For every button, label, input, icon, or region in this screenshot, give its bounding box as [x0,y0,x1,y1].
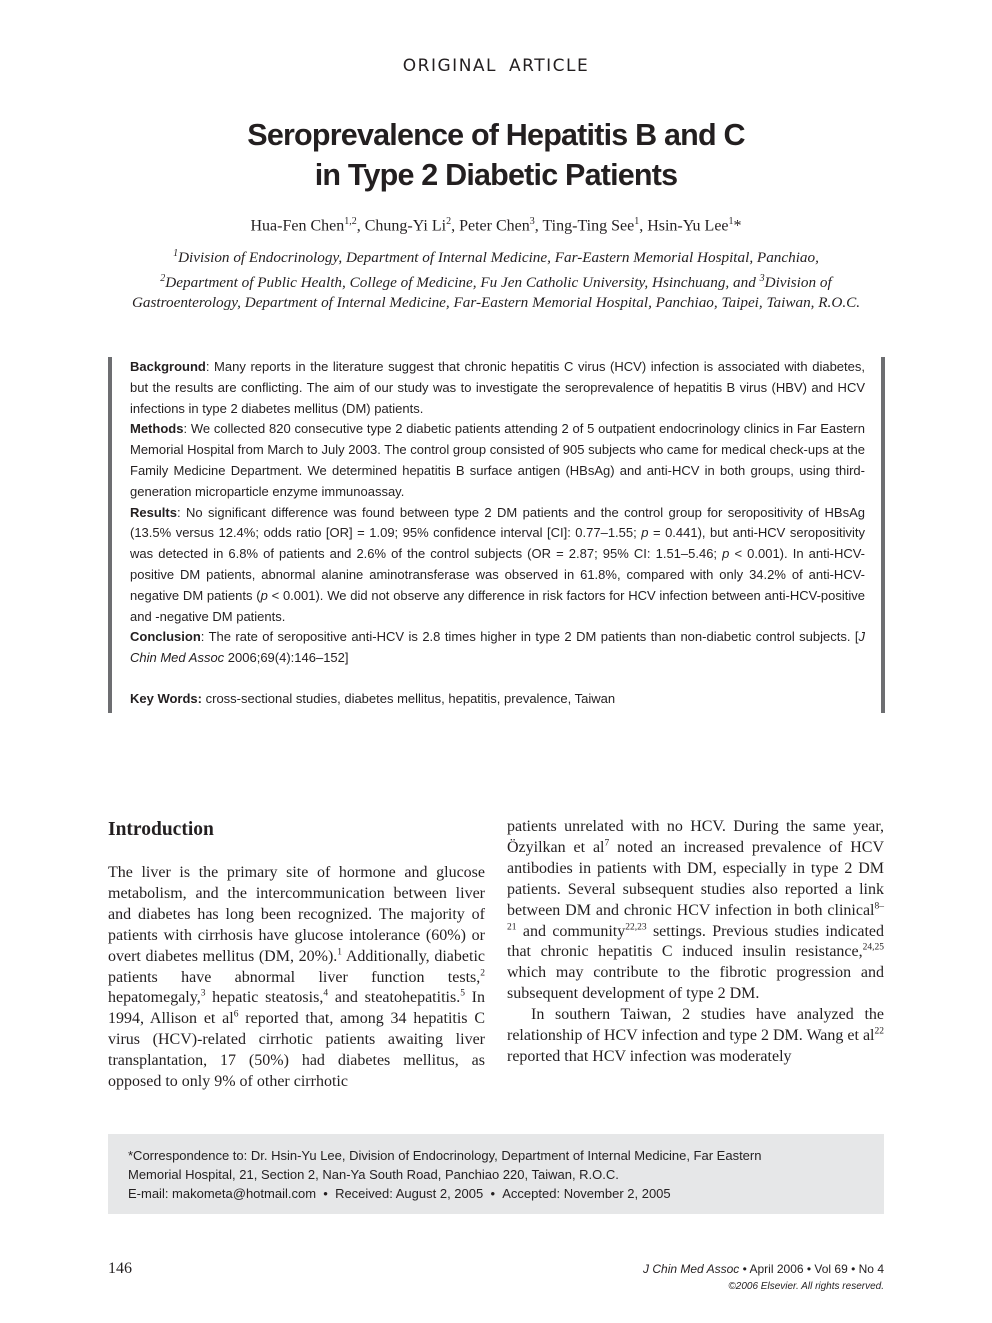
page-number: 146 [108,1260,132,1277]
abstract-conclusion [130,627,865,669]
abstract-results [130,503,865,628]
citation-journal: J Chin Med Assoc [130,629,865,666]
conclusion-label: Conclusion [130,629,201,645]
reference-sup: 24,25 [862,943,884,954]
correspondence-line-2: Memorial Hospital, 21, Section 2, Nan-Ya South Road, Panchiao 220, Taiwan, R.O.C. [128,1167,619,1182]
reference-sup: 22 [874,1026,884,1037]
introduction-paragraph-1-start: The liver is the primary site of hormone and glucose metabolism, and the intercommunication between liver and diabetes has long been recognized. The majority of patients with cirrhosis have glucose intolerance (60%) or overt diabetes mellitus (DM, 20%).$^1$ Additionally, diabetic patients have abnormal liver function tests,$^2$ hepatomegaly,$^3$ hepatic steatosis,$^4$ and steatohepatitis.$^5$ In 1994, Allison et $al^6$ reported that, among 34 hepatitis C virus (HCV)-related cirrhotic patients awaiting liver transplantation, 17 (50%) had diabetes mellitus, as opposed to only 9% of other cirrhotic [108,864,486,1091]
affiliation-sup: 3 [759,272,765,284]
author-affiliation-sup: 3 [529,216,535,227]
citation-details: 2006;69(4):146–152] [224,650,349,666]
section-heading-introduction: Introduction [108,819,214,840]
affiliation-3b: Gastroenterology, Department of Internal Medicine, Far-Eastern Memorial Hospital, Panchiao, Taipei, Taiwan, R.O.C. [131,294,861,312]
author-name: Chung-Yi Li [364,217,447,235]
abstract-text [130,357,865,710]
copyright-notice: ©2006 Elsevier. All rights reserved. [728,1281,884,1292]
results-text: < 0.001). In anti-HCV-positive DM patients, abnormal alanine aminotransferase was observed in 61.8%, compared with only 34.2% of anti-HCV-negative DM patients ( [130,546,866,603]
article-title [0,115,992,195]
introduction-paragraph-1-continued: patients unrelated with no HCV. During the same year, Özyilkan et $al^7$ noted an increased prevalence of HCV antibodies in patients with DM, especially in type 2 DM patients. Several subsequent studies also reported a link between DM and chronic HCV infection in both clinical$^{8-21}$ and community$^{22,23}$ settings. Previous studies indicated that chronic hepatitis C induced insulin resistance,$^{24,25}$ which may contribute to the fibrotic progression and subsequent development of type 2 DM. [507,818,884,1003]
author-separator: , [356,217,365,235]
author-name: Ting-Ting See [542,217,635,235]
correspondence-line-1: *Correspondence to: Dr. Hsin-Yu Lee, Division of Endocrinology, Department of Internal Medicine, Far Eastern [128,1148,762,1163]
author-affiliation-sup: 1,2 [344,216,357,227]
reference-sup: 8–21 [507,901,884,933]
article-type-word-2: ARTICLE [509,56,590,76]
author-separator: , [451,217,460,235]
p-value-symbol: p [641,525,649,541]
author-affiliation-sup: 1 [634,216,640,227]
abstract-methods [130,419,865,502]
author-affiliation-sup: 2 [446,216,452,227]
email: E-mail: makometa@hotmail.com [128,1186,317,1201]
accepted-date: Accepted: November 2, 2005 [502,1186,671,1201]
article-type-word-1: ORIGINAL [402,56,498,76]
author-name: Peter Chen [459,217,530,235]
conclusion-text: : The rate of seropositive anti-HCV is 2.8 times higher in type 2 DM patients than non-diabetic control subjects. [ [200,629,859,645]
results-text: : No significant difference was found between type 2 DM patients and the control group for seropositivity of HBsAg (13.5% versus 12.4%; odds ratio [OR] = 1.09; 95% confidence interval [CI]: 0.77–1.55; [130,504,865,541]
reference-sup: 2 [480,968,485,979]
p-value-symbol: p [260,587,268,603]
bullet-separator: • [490,1186,496,1201]
affiliation-sup: 1 [173,248,179,259]
reference-sup: 6 [233,1010,239,1021]
issue-info: • April 2006 • Vol 69 • No 4 [739,1262,884,1276]
correspondence-text [128,1146,868,1203]
affiliation-sup: 2 [160,272,166,284]
affiliation-2: Department of Public Health, College of Medicine, Fu Jen Catholic University, Hsinchuang, and [165,273,760,291]
received-date: Received: August 2, 2005 [335,1186,484,1201]
reference-sup: 22,23 [625,922,647,933]
body-column-left [108,817,485,1093]
affiliations [80,244,912,314]
affiliation-1: Division of Endocrinology, Department of Internal Medicine, Far-Eastern Memorial Hospital, Panchiao, [178,249,819,267]
background-text: : Many reports in the literature suggest that chronic hepatitis C virus (HCV) infection is associated with diabetes, but the results are conflicting. The aim of our study was to investigate the seroprevalence of hepatitis B virus (HBV) and HCV infections in type 2 diabetes mellitus (DM) patients. [130,359,865,416]
journal-footer [643,1261,884,1295]
reference-sup: 3 [200,989,206,1000]
author-name: Hsin-Yu Lee [647,217,729,235]
keywords-text: cross-sectional studies, diabetes mellitus, hepatitis, prevalence, Taiwan [202,690,616,706]
abstract-box [108,357,885,713]
keywords [130,689,865,710]
article-type-label [0,56,992,76]
reference-sup: 7 [604,838,610,849]
author-separator: , [534,217,543,235]
author-list [0,216,992,235]
keywords-label: Key Words: [130,690,202,706]
reference-sup: 1 [337,947,343,958]
results-text: = 0.441), but anti-HCV seropositivity was detected in 6.8% of patients and 2.6% of the control subjects (OR = 2.87; 95% CI: 1.51–5.46; [130,525,865,562]
bullet-separator: • [323,1186,328,1201]
corresponding-author-mark: * [733,217,742,235]
results-label: Results [130,504,177,520]
p-value-symbol: p [722,546,730,562]
author-affiliation-sup: 1 [728,216,734,227]
title-line-1: Seroprevalence of Hepatitis B and C [247,118,745,152]
correspondence-line-3 [128,1184,868,1203]
reference-sup: 5 [460,989,465,1000]
methods-text: : We collected 820 consecutive type 2 diabetic patients attending 2 of 5 outpatient endocrinology clinics in Far Eastern Memorial Hospital from March to July 2003. The control group consisted of 905 subjects who came for medical check-ups at the Family Medicine Department. We determined hepatitis B surface antigen (HBsAg) and anti-HCV in both groups, using third-generation microparticle enzyme immunoassay. [130,421,865,499]
background-label: Background [130,359,206,374]
author-separator: , [639,217,648,235]
body-column-right [507,817,884,1068]
results-text: < 0.001). We did not observe any difference in risk factors for HCV infection between anti-HCV-positive and -negative DM patients. [130,587,865,624]
author-name: Hua-Fen Chen [250,217,345,235]
title-line-2: in Type 2 Diabetic Patients [314,158,678,192]
abstract-background [130,357,865,419]
reference-sup: 4 [323,989,329,1000]
affiliation-3a: Division of [764,273,832,291]
correspondence-box [108,1134,884,1214]
journal-name: J Chin Med Assoc [643,1262,740,1276]
introduction-paragraph-2: In southern Taiwan, 2 studies have analyzed the relationship of HCV infection and type 2 DM. Wang et $al^{22}$ reported that HCV infection was moderately [507,1006,884,1065]
methods-label: Methods [130,421,184,437]
